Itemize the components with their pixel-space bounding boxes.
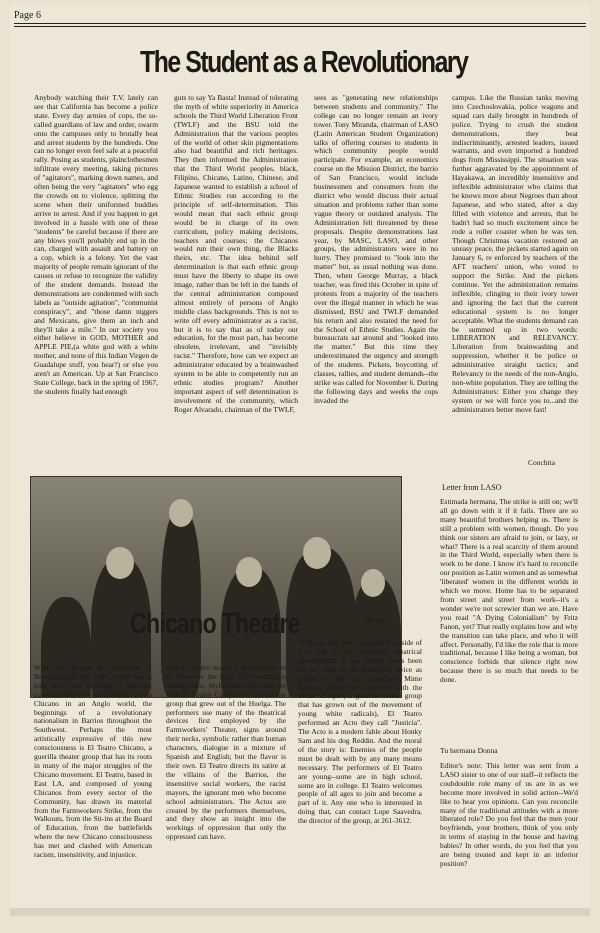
letter-heading: Letter from LASO [442,483,502,492]
article-column-4: campus. Like the Russian tanks moving into Czechoslovakia, police wagons and squad cars daily brought in hundreds of police. Trying to crush the student demonstrations, they beat indiscriminantly, arrested leaders, issued warrants, and even imported a hundred dogs from Mississippi. The situation was further aggravated by the appointment of Hayakawa, an incredibly insensitive and inflexible administrator who claims that he knows more about Negroes than about Japanese, and who stated, after a day filled with violence and arrests, that he hadn't had so much excitement since he rode a roller coaster when he was ten. Though Christmas vacation restored an uneasy peace, the pickets started again on January 6, re enforced by teachers of the AFT teachers' union, who voted to support the Strike. And the pickets continue. Yet the administration remains inflexible, clinging to their ivory tower and ignoring the fact that the current educational system is no longer acceptable. What the students demand can be summed up in two words: LIBERATION and RELEVANCY. Liberation from brainwashing and suppression, whether it be police or administrative straight tactics; and Relevancy to the needs of the non-Anglo, non-white population. They are telling the Administrators: Either you change they system or we will force you to...and the administrators better move fast! [452,94,578,414]
photo-face [361,569,385,597]
article-signature: Conchita [528,458,556,467]
theatre-headline: Chicano Theatre [130,608,300,640]
editors-note: Editor's note: This letter was sent from a LASO sister to one of our staff--it reflects the coubdouble role many of us are in as we become more involved in solid action--We'd like to hear you opinions. Can you reconcile many of the traditional attitudes with a more liberated role? Do you feel that the men your boyfriends, your brothers, think of you only in terms of staying in the house and having babies? In other words, do you feel that you are being treated and kept in an inferior position? [440,762,578,868]
letter-body: Estimada hermana, The strike is still on; we'll all go down with it if it fails. There are so many beautiful brothers helping us. There is still a problem with women, though. Do you think our sisters are afraid to join, or lazy, or what? There is a real scarcity of them around in the Third World, especially when there is work to be done. I know it's hard to reconcile our position as Latin women and as somewhat 'liberated' women in the different worlds in which we move. Home has to be separated from street and street from work--it's a wonder we're not screwier than we are. Have you read "A Dying Colonialism" by Fritz Fanon, yet? That really explains how and why the transition can take place, and who it will affect. Personally, I'd like the role that is more traditional, because I like being a woman, but conscience forbids that silence right now because there is so much that needs to be done. [440,498,578,685]
article-headline: The Student as a Revolutionary [140,44,468,79]
photo-face [169,499,193,527]
photo-face [303,537,331,569]
article-column-3: sees as "generating new relationships between students and community." The college can no longer remain an ivory tower. Tony Miranda, chairman of LASO (Latin American Student Organization) talks of offering courses to students in which community people would participate. For example, an economics course on the Mission District, the barrio of San Francisco, would include businessmen and consumers from the district who would discuss their actual situation and problems rather than some vague theory or outdated analysis. The Administration felt threatened by these proposals. Despite demonstrations last year, by MASC, LASO, and other groups, the administrators were in no hurry. They promised to "look into the matter" but, as usual nothing was done. Then, when George Murray, a black teacher, was fired this October in spite of protests from a majority of the teachers over the illegal manner in which he was dismissed, BSU and TWLF demanded his return and also restated the need for the School of Ethnic Studies. Again the bureaucrats sat around and "looked into the matter." But this time they underestimated the urgency and strength of the students. Pickets, boycotting of classes, rallies, and student demands--the strike was called for November 6. During the following days and weeks the cops invaded the [314,94,438,405]
theatre-column-2: And El Teatro makes it its business to be wherever the fight for liberation is taking place. Stylistically, its roots are with El Teatro Campesino, the theater group that grew out of the Huelga. The performers use many of the theatrical devices first employed by the Farmworkers' Theater, signs around their necks, symbolic rather than human characters, dialogue in a mixture of Spanish and English; but the flavor is their own. El Teatro directs its satire at the villains of the Barrios, the insensitive social workers, the racist mayors, the ignorant men who become school administrators. The Actos are created by the performers themselves, and they show an insight into the workings of oppression that only the oppressed can have. [166,664,286,842]
newspaper-page [10,6,590,916]
article-column-2: guts to say Ya Basta! Instead of tolerating the myth of white superiority in America schools the Third World Liberation Front (TWLF) and the BSU told the Administration that the various peoples of the world of other skin pigmentations also had beautiful and rich heritages. They then informed the Administration that the Third World peoples, black, Filipino, Chicano, Latino, Chinese, and Japanese wanted to establish a school of Ethnic Studies run according to the principle of self-determination. This would mean that each ethnic group would be in charge of its own curriculum, policy making decisions, teachers and courses; the Chicanos would run their own thing, the Blacks theirs, etc. The idea behind self determination is that each ethnic group must have the liberty to shape its own image, rather than be left in the hands of the central administration composed almost entirely of persons of Anglo middle class backgrounds. This is not to write off every administrator as a racist, but it is to say that as of today our education, for the most part, has become obsolete, irrelevant, and "invisibly racist." Therefore, how can we expect an administrator educated by a brainwashed system to be able to competently run an ethnic studies program? Another important aspect of self determination is involvement of the community, which Roger Alvarado, chairman of the TWLF, [174,94,298,414]
photo-face [106,547,134,579]
theatre-column-3: El Teatro has been recognized outside of East LA as an important theatrical development. It has several times been on the stage at the Ashgrove, twice as guests of the San Francisco Mime Troupe. When they appeared with the Mime Troupe ( a guerilla theater group that has grown out of the movement of young white radicals), El Teatro performed an Acto they call "Justicia". The Acto is a modern fable about Honky Sam and his dog Reddin. And the moral of the story is: Enemies of the people must be dealt with by any many means necessary. The performers of El Teatro are young--some are in high school, some are in college. El Teatro welcomes people of all ages to join and become a part of it. Any one who is interested in doing that, can contact Lupe Saavedra, the director of the group, at 261-3612. [298,639,422,826]
theatre-column-1: With the struggle for liberation of Brown people has come much that is both new and exciting; a growing consciousness of what it means to be a Chicano in an Anglo world, the beginnings of a revolutionary nationalism in Barrios throughout the Southwest. Perhaps the most artistically expressive of this new consciousness is El Teatro Chicano, a guerilla theater group that has its roots in many of the major struggles of the Chicano movement. El Teatro, based in East LA, and composed of young Chicanos from every sector of the Community, has drawn its material from the Farmworkers Strike, from the Walkouts, from the Sit-ins at the Board of Education, from the battlefields where the new Chicano consciousness has met and clashed with American racism, insensitivity, and injustice. [34,664,152,860]
article-column-1: Anybody watching their T.V. lately can see that California has become a police state. Every day armies of cops, the so-called guardians of law and order, swarm onto the campuses only to brutally beat and arrest students by the hundreds. One can no longer even feel safe at a peaceful rally. Posing as students, plainclothesmen infiltrate every meeting, taking pictures of "agitators", marking down names, and often being the very "agitators" who egg the crowds on to violence, splitting the scene when their uniformed buddies arrive to arrest. And if you happen to get involved in a hassle with one of these "students" be careful because if there are any blows you'll probably end up in the can, charged with assault and battery on a cop, which is a felony. Yet the vast majority of people remain ignorant of the causes or refuse to recognize the validity of the student demands. Instead the demonstrations are condemned with such labels as "outside agitation", "communist conspiracy", and "those damn niggers and Mexicans, give them an inch and they'll take a mile." In our society you either believe in GOD, MOTHER and APPLE PIE,(a white god with a white mother, and none of this Indian Virgen de Guadalupe stuff, you hear?) or else you aren't an American. Up at San Francisco State College, back in the spring of 1967, the students finally had enough [34,94,158,396]
header-rule-thin [14,26,586,27]
photo-face [236,557,262,587]
page-number: Page 6 [14,10,41,21]
letter-signoff: Tu hermana Donna [440,746,498,755]
page-bottom-edge [10,908,590,916]
header-rule [14,23,586,24]
photo-credit: Devra [365,616,385,625]
